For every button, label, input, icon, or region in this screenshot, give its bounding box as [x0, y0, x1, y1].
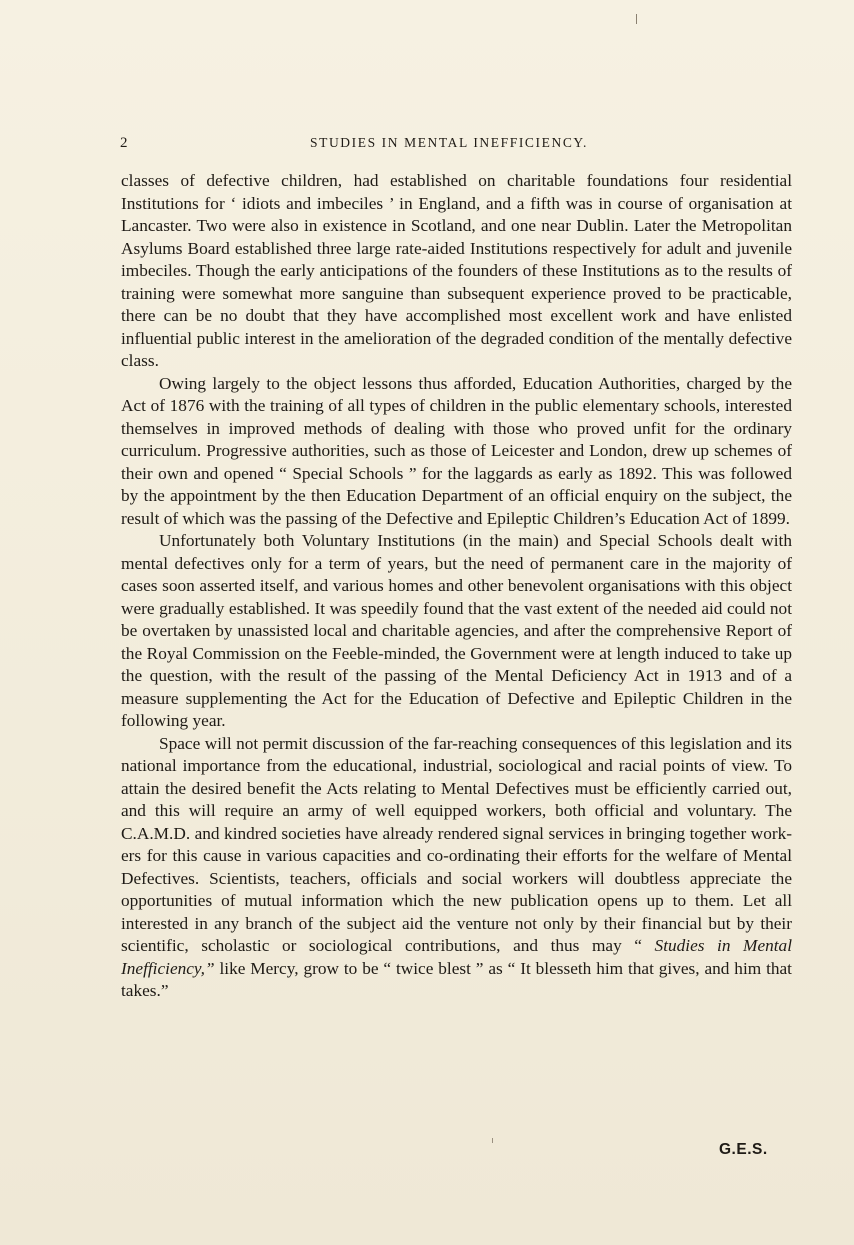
page-speck [636, 14, 637, 24]
body-text [121, 170, 792, 1003]
paragraph-1-text: classes of defective children, had established on charitable foundations four residential Institutions for ‘ idiots and imbeciles ’ in England, and a fifth was in course of organisation at Lancaster. Two were also in existence in Scotland, and one near Dublin. Later the Metropolitan Asylums Board established three large rate-aided Institutions respectively for adult and juvenile imbeciles. Though the early anticipations of the founders of these Institutions as to the results of training were somewhat more sanguine than subsequent experience proved to be practicable, there can be no doubt that they have accomplished most excellent work and have enlisted influential public interest in the amelioration of the degraded condition of the mentally defective class. [121, 171, 792, 370]
paragraph-2 [121, 373, 792, 531]
paragraph-4-text: Space will not permit discussion of the far-reaching consequences of this legislation and its national importance from the educational, industrial, sociological and racial points of view. To attain the desired benefit the Acts relating to Mental Defectives must be efficiently carried out, and this will require an army of well equipped workers, both official and voluntary. The C.A.M.D. and kindred societies have already rendered signal services in bringing together workers for this cause in various capacities and co-ordinating their efforts for the welfare of Mental Defectives. Scientists, teachers, officials and social workers will doubtless appreciate the opportunities of mutual information which the new publication opens up to them. Let all interested in any branch of the subject aid the venture not only by their financial but by their scientific, scholastic or sociological contributions, and thus may “ [121, 733, 792, 955]
publication-title: Studies in Mental Inefficiency,” [121, 936, 792, 978]
paragraph-3-text: Unfortunately both Voluntary Institutions (in the main) and Special Schools dealt with mental defectives only for a term of years, but the need of permanent care in the majority of cases soon asserted itself, and various homes and other benevolent organisations with this object were gradually established. It was speedily found that the vast extent of the needed aid could not be overtaken by unassisted local and charitable agencies, and after the comprehensive Report of the Royal Commission on the Feeble-minded, the Government were at length induced to take up the question, with the result of the passing of the Mental Deficiency Act in 1913 and of a measure supplementing the Act for the Education of Defective and Epileptic Children in the following year. [121, 531, 792, 730]
running-head: STUDIES IN MENTAL INEFFICIENCY. [310, 135, 589, 150]
page-speck [492, 1138, 493, 1143]
page-header [120, 135, 790, 155]
paragraph-4 [121, 733, 792, 1003]
paragraph-2-text: Owing largely to the object lessons thus afforded, Education Authorities, charged by the Act of 1876 with the training of all types of children in the public elementary schools, interested themselves in improved methods of dealing with those who proved unfit for the ordinary curriculum. Progressive authorities, such as those of Leicester and London, drew up schemes of their own and opened “ Special Schools ” for the laggards as early as 1892. This was followed by the appointment by the then Education Department of an official enquiry on the subject, the result of which was the passing of the Defective and Epileptic Children’s Education Act of 1899. [121, 373, 792, 528]
paragraph-4-closing: like Mercy, grow to be “ twice blest ” as “ It blesseth him that gives, and him that takes.” [121, 958, 792, 1000]
paragraph-1 [121, 170, 792, 373]
signature-initials: G.E.S. [719, 1141, 768, 1158]
paragraph-3 [121, 530, 792, 733]
page-number: 2 [120, 135, 128, 151]
